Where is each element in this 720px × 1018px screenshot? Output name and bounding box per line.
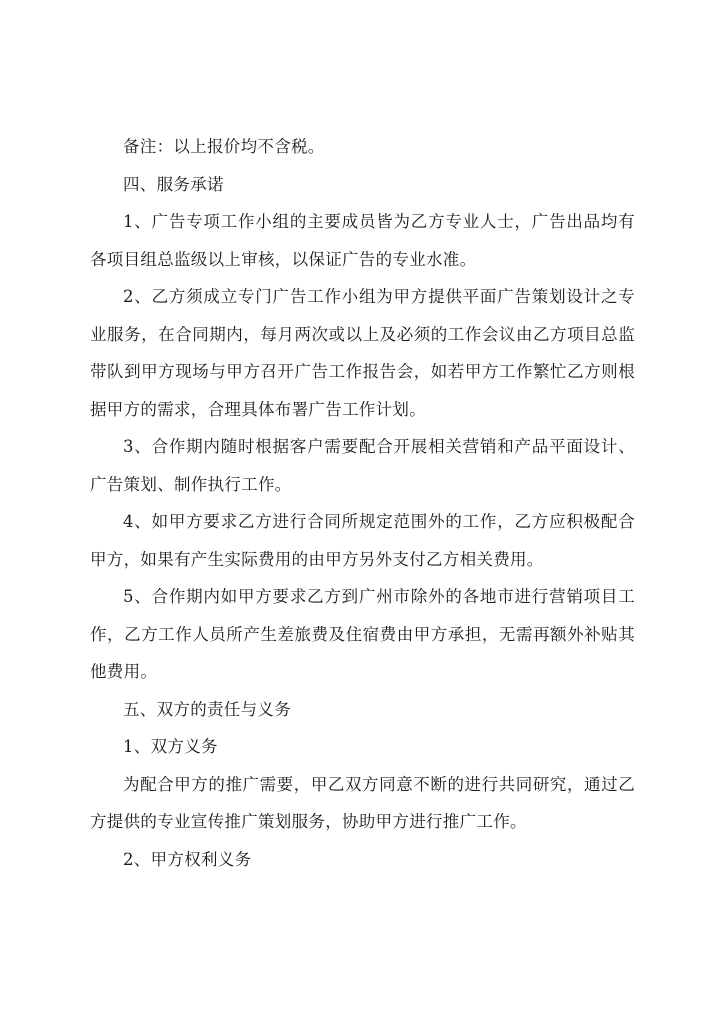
commitment-item-4: 4、如甲方要求乙方进行合同所规定范围外的工作，乙方应积极配合甲方，如果有产生实际费用的由甲方另外支付乙方相关费用。 xyxy=(90,512,635,569)
subheading-mutual-obligations: 1、双方义务 xyxy=(123,737,218,756)
section-heading-service-commitment: 四、服务承诺 xyxy=(123,174,224,194)
commitment-item-3: 3、合作期内随时根据客户需要配合开展相关营销和产品平面设计、广告策划、制作执行工作。 xyxy=(90,437,635,494)
section-heading-responsibilities: 五、双方的责任与义务 xyxy=(123,699,291,719)
document-body xyxy=(90,128,635,878)
commitment-item-2: 2、乙方须成立专门广告工作小组为甲方提供平面广告策划设计之专业服务，在合同期内，每月两次或以上及必须的工作会议由乙方项目总监带队到甲方现场与甲方召开广告工作报告会，如若甲方工作繁忙乙方则根据甲方的需求，合理具体布署广告工作计划。 xyxy=(90,287,635,419)
mutual-obligations-paragraph: 为配合甲方的推广需要，甲乙双方同意不断的进行共同研究，通过乙方提供的专业宣传推广策划服务，协助甲方进行推广工作。 xyxy=(90,774,635,831)
note-paragraph: 备注：以上报价均不含税。 xyxy=(123,137,325,156)
commitment-item-5: 5、合作期内如甲方要求乙方到广州市除外的各地市进行营销项目工作，乙方工作人员所产生差旅费及住宿费由甲方承担，无需再额外补贴其他费用。 xyxy=(90,587,635,681)
subheading-party-a-rights: 2、甲方权利义务 xyxy=(123,849,252,869)
commitment-item-1: 1、广告专项工作小组的主要成员皆为乙方专业人士，广告出品均有各项目组总监级以上审核，以保证广告的专业水准。 xyxy=(90,212,635,269)
